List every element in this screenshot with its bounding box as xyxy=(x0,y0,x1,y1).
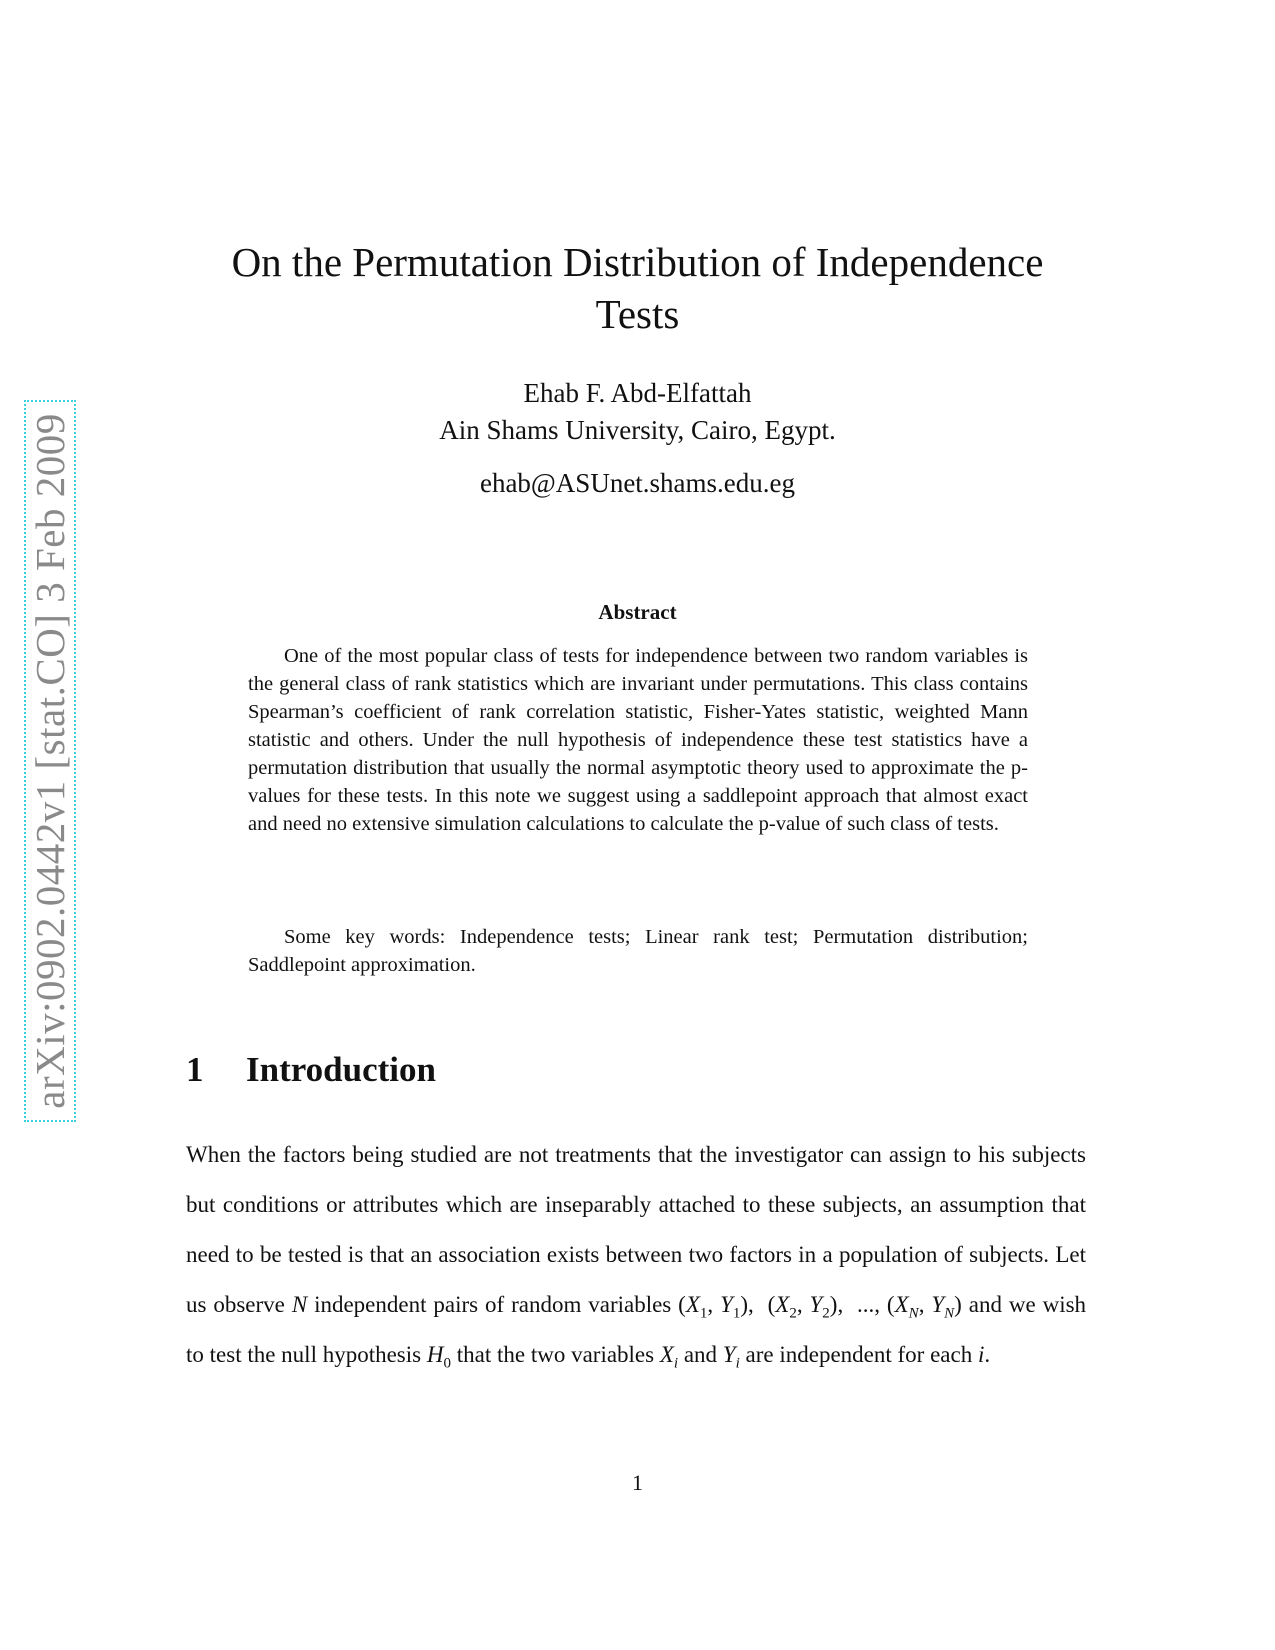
arxiv-identifier[interactable]: arXiv:0902.0442v1 [stat.CO] 3 Feb 2009 xyxy=(27,413,73,1109)
title-line-2: Tests xyxy=(595,291,680,337)
page-number: 1 xyxy=(632,1470,643,1495)
title-line-1: On the Permutation Distribution of Independence xyxy=(231,239,1044,285)
author-affiliation: Ain Shams University, Cairo, Egypt. xyxy=(439,415,836,445)
intro-paragraph: When the factors being studied are not treatments that the investigator can assign to his subjects but conditions or attributes which are inseparably attached to these subjects, an assumption that need to be tested is that an association exists between two factors in a population of subjects. Let us observe N independent pairs of random variables ($X_1$, $Y_1$), ($X_2$, $Y_2$), ..., ($X_N$, $Y_N$) and we wish to test the null hypothesis $H_0$ that the two variables $X_i$ and $Y_i$ are independent for each i. xyxy=(186,1142,1087,1372)
section-heading xyxy=(186,1050,436,1090)
keywords: Some key words: Independence tests; Linear rank test; Permutation distribution; Saddlepoint approximation. xyxy=(248,926,1028,976)
paper-title xyxy=(180,236,1095,340)
section-number: 1 xyxy=(186,1050,204,1089)
abstract-text: One of the most popular class of tests for independence between two random variables is the general class of rank statistics which are invariant under permutations. This class contains Spearman’s coefficient of rank correlation statistic, Fisher-Yates statistic, weighted Mann statistic and others. Under the null hypothesis of independence these test statistics have a permutation distribution that usually the normal asymptotic theory used to approximate the p-values for these tests. In this note we suggest using a saddlepoint approach that almost exact and need no extensive simulation calculations to calculate the p-value of such class of tests. xyxy=(248,645,1028,835)
author-name: Ehab F. Abd-Elfattah xyxy=(523,378,752,408)
author-block xyxy=(180,375,1095,449)
abstract-heading: Abstract xyxy=(598,600,677,624)
section-title: Introduction xyxy=(246,1050,436,1089)
author-email: ehab@ASUnet.shams.edu.eg xyxy=(479,468,796,498)
